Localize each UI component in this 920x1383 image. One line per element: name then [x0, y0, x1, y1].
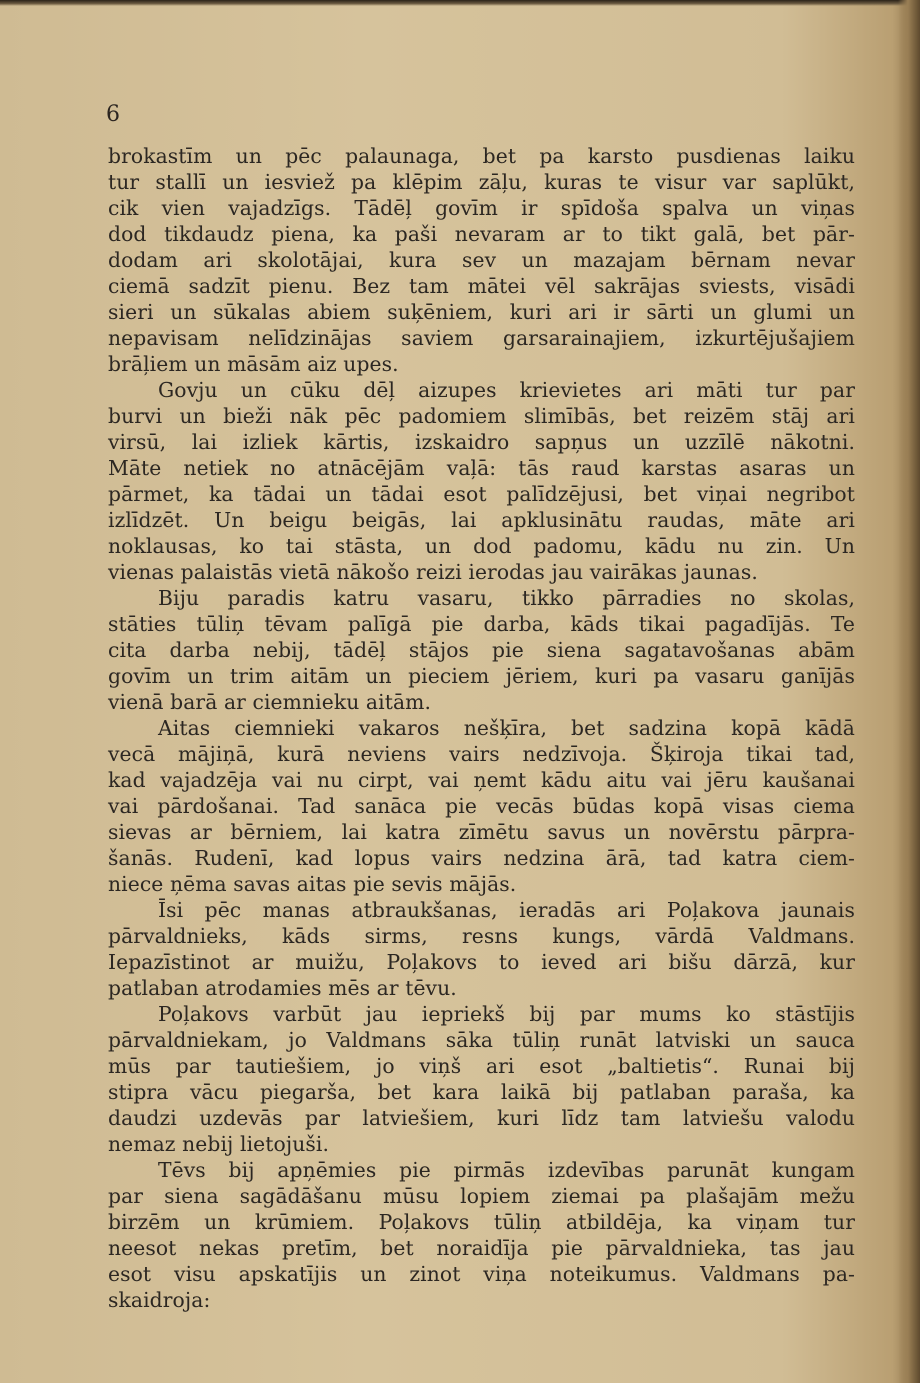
text-line: birzēm un krūmiem. Poļakovs tūliņ atbildēja, ka viņam tur — [108, 1210, 855, 1234]
text-line: vienas palaistās vietā nākošo reizi ierodas jau vairākas jaunas. — [108, 560, 758, 584]
text-line: Iepazīstinot ar muižu, Poļakovs to ieved ari bišu dārzā, kur — [108, 950, 855, 974]
text-line: Aitas ciemnieki vakaros nešķīra, bet sadzina kopā kādā — [158, 716, 855, 740]
text-line: patlaban atrodamies mēs ar tēvu. — [108, 976, 457, 1000]
text-line: stāties tūliņ tēvam palīgā pie darba, kāds tikai pagadījās. Te — [108, 612, 855, 636]
text-line: Īsi pēc manas atbraukšanas, ieradās ari Poļakova jaunais — [158, 898, 855, 922]
text-line: stipra vācu piegarša, bet kara laikā bij patlaban paraša, ka — [108, 1080, 855, 1104]
text-line: Tēvs bij apņēmies pie pirmās izdevības parunāt kungam — [158, 1158, 855, 1182]
text-line: burvi un bieži nāk pēc padomiem slimībās, bet reizēm stāj ari — [108, 404, 855, 428]
text-line: daudzi uzdevās par latviešiem, kuri līdz tam latviešu valodu — [108, 1106, 855, 1130]
text-line: kad vajadzēja vai nu cirpt, vai ņemt kādu aitu vai jēru kaušanai — [108, 768, 855, 792]
text-line: nemaz nebij lietojuši. — [108, 1132, 330, 1156]
text-line: skaidroja: — [108, 1288, 211, 1312]
text-line: cik vien vajadzīgs. Tādēļ govīm ir spīdoša spalva un viņas — [108, 196, 855, 220]
text-line: Govju un cūku dēļ aizupes krievietes ari māti tur par — [158, 378, 855, 402]
text-line: Biju paradis katru vasaru, tikko pārradies no skolas, — [158, 586, 855, 610]
text-line: noklausas, ko tai stāsta, un dod padomu, kādu nu zin. Un — [108, 534, 855, 558]
text-line: Māte netiek no atnācējām vaļā: tās raud karstas asaras un — [108, 456, 855, 480]
text-line: neesot nekas pretīm, bet noraidīja pie pārvaldnieka, tas jau — [108, 1236, 855, 1260]
text-line: esot visu apskatījis un zinot viņa noteikumus. Valdmans pa- — [108, 1262, 855, 1286]
text-line: dod tikdaudz piena, ka paši nevaram ar to tikt galā, bet pār- — [108, 222, 855, 246]
text-line: govīm un trim aitām un pieciem jēriem, kuri pa vasaru ganījās — [108, 664, 855, 688]
text-line: brāļiem un māsām aiz upes. — [108, 352, 399, 376]
text-line: vecā mājiņā, kurā neviens vairs nedzīvoja. Šķiroja tikai tad, — [108, 742, 855, 766]
text-line: pārmet, ka tādai un tādai esot palīdzējusi, bet viņai negribot — [108, 482, 855, 506]
text-line: sievas ar bērniem, lai katra zīmētu savus un novērstu pārpra- — [108, 820, 855, 844]
text-line: brokastīm un pēc palaunaga, bet pa karsto pusdienas laiku — [108, 144, 855, 168]
page-top-edge — [0, 0, 920, 6]
text-line: niece ņēma savas aitas pie sevis mājās. — [108, 872, 517, 896]
text-line: cita darba nebij, tādēļ stājos pie siena sagatavošanas abām — [108, 638, 855, 662]
text-line: par siena sagādāšanu mūsu lopiem ziemai pa plašajām mežu — [108, 1184, 855, 1208]
text-line: dodam ari skolotājai, kura sev un mazajam bērnam nevar — [108, 248, 855, 272]
text-line: nepavisam nelīdzinājas saviem garsarainajiem, izkurtējušajiem — [108, 326, 855, 350]
body-text — [108, 143, 855, 1313]
text-line: ciemā sadzīt pienu. Bez tam mātei vēl sakrājas sviests, visādi — [108, 274, 855, 298]
text-line: sieri un sūkalas abiem suķēniem, kuri ari ir sārti un glumi un — [108, 300, 855, 324]
text-line: šanās. Rudenī, kad lopus vairs nedzina ārā, tad katra ciem- — [108, 846, 855, 870]
text-line: vai pārdošanai. Tad sanāca pie vecās būdas kopā visas ciema — [108, 794, 855, 818]
text-line: mūs par tautiešiem, jo viņš ari esot „baltietis“. Runai bij — [108, 1054, 855, 1078]
text-line: pārvaldniekam, jo Valdmans sāka tūliņ runāt latviski un sauca — [108, 1028, 855, 1052]
text-line: tur stallī un iesviež pa klēpim zāļu, kuras te visur var saplūkt, — [108, 170, 855, 194]
page-binding-edge — [898, 0, 920, 1383]
text-line: Poļakovs varbūt jau iepriekš bij par mums ko stāstījis — [158, 1002, 855, 1026]
text-line: pārvaldnieks, kāds sirms, resns kungs, vārdā Valdmans. — [108, 924, 855, 948]
text-line: vienā barā ar ciemnieku aitām. — [108, 690, 432, 714]
text-line: izlīdzēt. Un beigu beigās, lai apklusinātu raudas, māte ari — [108, 508, 855, 532]
text-line: virsū, lai izliek kārtis, izskaidro sapņus un uzzīlē nākotni. — [108, 430, 855, 454]
page-number: 6 — [106, 102, 120, 127]
